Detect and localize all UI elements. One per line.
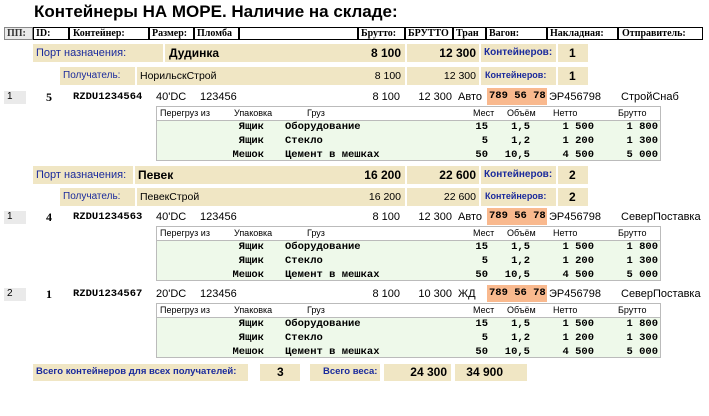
port-label-cell	[33, 166, 133, 184]
row-container[interactable]: RZDU1234564	[73, 91, 143, 103]
item-netto: 1 500	[562, 241, 594, 253]
row-pp-cell	[4, 288, 26, 301]
recipient-label: Получатель:	[63, 191, 121, 202]
item-volume: 1,2	[511, 332, 530, 344]
item-brutto: 1 300	[626, 332, 658, 344]
row-trans: Авто	[458, 211, 482, 223]
item-netto: 1 500	[562, 121, 594, 133]
item-cargo: Оборудование	[285, 121, 361, 133]
recipient-brutto: 8 100	[374, 70, 401, 82]
item-places: 5	[481, 332, 488, 344]
header-sender: Отправитель:	[622, 28, 686, 39]
item-brutto: 5 000	[626, 346, 658, 358]
port-brutto: 8 100	[370, 46, 401, 60]
header-size-cell	[149, 27, 194, 40]
item-netto: 1 200	[562, 135, 594, 147]
port-containers: 2	[569, 168, 576, 182]
port-containers-label-cell	[481, 166, 556, 184]
row-brutto2: 10 300	[418, 288, 452, 300]
header-wagon-cell	[486, 27, 547, 40]
recipient-brutto2-cell	[407, 188, 479, 206]
port-containers-cell	[558, 166, 588, 184]
item-places: 50	[475, 149, 488, 161]
row-pp: 1	[7, 211, 13, 222]
row-wagon: 789 56 78	[489, 90, 546, 102]
item-volume: 10,5	[504, 149, 530, 161]
item-places: 5	[481, 255, 488, 267]
items-header-cargo: Груз	[307, 305, 325, 315]
item-cargo: Цемент в мешках	[285, 346, 380, 358]
port-label-cell	[33, 44, 163, 62]
items-header-cargo: Груз	[307, 108, 325, 118]
item-places: 50	[475, 269, 488, 281]
row-invoice: ЭР456798	[549, 288, 601, 300]
total-containers-label: Всего контейнеров для всех получателей:	[36, 366, 237, 377]
recipient-brutto2: 22 600	[443, 191, 476, 203]
items-header	[157, 304, 660, 318]
header-brutto2-cell	[405, 27, 453, 40]
row-pp: 1	[7, 91, 13, 102]
row-sender: СтройСнаб	[621, 91, 679, 103]
total-containers-label-cell	[33, 364, 248, 381]
header-brutto: Брутто:	[361, 28, 397, 39]
items-header-cargo: Груз	[307, 228, 325, 238]
row-trans: ЖД	[458, 288, 476, 300]
item-pack: Ящик	[238, 255, 264, 267]
recipient-label: Получатель:	[63, 70, 121, 81]
items-header-volume: Объём	[507, 108, 536, 118]
header-seal: Пломба	[197, 28, 233, 39]
header-container-cell	[69, 27, 149, 40]
item-pack: Мешок	[232, 269, 264, 281]
port-brutto2: 12 300	[439, 46, 476, 60]
item-volume: 10,5	[504, 346, 530, 358]
port-containers-label: Контейнеров:	[484, 47, 553, 58]
row-brutto2: 12 300	[418, 211, 452, 223]
items-header	[157, 107, 660, 121]
item-volume: 10,5	[504, 269, 530, 281]
item-places: 50	[475, 346, 488, 358]
row-size: 40'DC	[156, 211, 187, 223]
header-invoice: Накладная:	[550, 28, 604, 39]
header-brutto2: БРУТТО	[408, 28, 449, 39]
row-container[interactable]: RZDU1234563	[73, 211, 143, 223]
recipient-containers-label-cell	[481, 188, 556, 206]
item-volume: 1,2	[511, 255, 530, 267]
row-brutto: 8 100	[372, 211, 400, 223]
row-wagon-cell	[487, 208, 547, 225]
header-id: ID:	[36, 28, 51, 39]
row-invoice: ЭР456798	[549, 211, 601, 223]
items-header-brutto: Брутто	[618, 305, 647, 315]
port-label: Порт назначения:	[36, 169, 127, 181]
row-pp: 2	[7, 288, 13, 299]
row-id: 1	[46, 287, 52, 301]
item-netto: 4 500	[562, 149, 594, 161]
item-brutto: 5 000	[626, 149, 658, 161]
item-netto: 4 500	[562, 346, 594, 358]
row-size: 40'DC	[156, 91, 187, 103]
header-pp-cell	[4, 27, 33, 40]
row-wagon: 789 56 78	[489, 210, 546, 222]
row-seal: 123456	[200, 211, 237, 223]
total-weight-brutto2-cell	[455, 364, 527, 381]
port-containers: 1	[569, 46, 576, 60]
item-brutto: 1 800	[626, 121, 658, 133]
item-netto: 1 200	[562, 332, 594, 344]
item-pack: Мешок	[232, 346, 264, 358]
recipient-containers-label: Контейнеров:	[485, 70, 547, 80]
page-title: Контейнеры НА МОРЕ. Наличие на складе:	[34, 2, 398, 21]
row-pp-cell	[4, 91, 26, 104]
row-pp-cell	[4, 211, 26, 224]
row-seal: 123456	[200, 288, 237, 300]
total-containers: 3	[277, 365, 284, 379]
port-name: Певек	[138, 168, 174, 182]
item-netto: 4 500	[562, 269, 594, 281]
item-cargo: Цемент в мешках	[285, 269, 380, 281]
items-header-places: Мест	[473, 108, 495, 118]
header-container: Контейнер:	[73, 28, 125, 39]
recipient-label-cell	[60, 188, 135, 206]
total-weight-brutto2: 34 900	[466, 365, 503, 379]
recipient-containers-cell	[558, 188, 588, 206]
item-brutto: 1 800	[626, 318, 658, 330]
port-name-cell	[165, 44, 405, 62]
item-cargo: Цемент в мешках	[285, 149, 380, 161]
port-name: Дудинка	[169, 46, 219, 60]
item-cargo: Оборудование	[285, 318, 361, 330]
port-brutto2-cell	[407, 44, 479, 62]
item-pack: Ящик	[238, 332, 264, 344]
recipient-brutto2-cell	[407, 67, 479, 85]
total-weight-brutto: 24 300	[410, 365, 447, 379]
header-sender-cell	[618, 27, 703, 40]
recipient-containers: 1	[569, 69, 576, 83]
recipient-label-cell	[60, 67, 135, 85]
item-brutto: 5 000	[626, 269, 658, 281]
port-containers-label-cell	[481, 44, 556, 62]
port-brutto2-cell	[407, 166, 479, 184]
port-label: Порт назначения:	[36, 47, 127, 59]
items-header-reload: Перегруз из	[160, 108, 210, 118]
item-cargo: Стекло	[285, 332, 323, 344]
recipient-containers: 2	[569, 190, 576, 204]
item-pack: Ящик	[238, 241, 264, 253]
item-cargo: Оборудование	[285, 241, 361, 253]
items-header-places: Мест	[473, 305, 495, 315]
header-wagon: Вагон:	[489, 28, 520, 39]
total-containers-cell	[260, 364, 300, 381]
row-id: 5	[46, 90, 52, 104]
item-cargo: Стекло	[285, 255, 323, 267]
header-size: Размер:	[152, 28, 188, 39]
total-weight-label-cell	[310, 364, 380, 381]
item-pack: Ящик	[238, 121, 264, 133]
recipient-name: ПевекСтрой	[140, 191, 200, 203]
row-id: 4	[46, 210, 52, 224]
items-header-places: Мест	[473, 228, 495, 238]
header-invoice-cell	[547, 27, 618, 40]
port-brutto: 16 200	[364, 168, 401, 182]
items-header-volume: Объём	[507, 305, 536, 315]
item-places: 15	[475, 121, 488, 133]
recipient-name: НорильскСтрой	[140, 70, 217, 82]
port-name-cell	[135, 166, 405, 184]
item-cargo: Стекло	[285, 135, 323, 147]
items-header-reload: Перегруз из	[160, 228, 210, 238]
header-id-cell	[33, 27, 69, 40]
items-header-pack: Упаковка	[234, 305, 273, 315]
row-wagon-cell	[487, 285, 547, 302]
items-header-reload: Перегруз из	[160, 305, 210, 315]
row-sender: СеверПоставка	[621, 211, 701, 223]
recipient-name-cell	[137, 188, 405, 206]
total-weight-brutto-cell	[384, 364, 451, 381]
row-seal: 123456	[200, 91, 237, 103]
item-netto: 1 500	[562, 318, 594, 330]
header-pp: ПП:	[7, 28, 26, 39]
item-places: 15	[475, 241, 488, 253]
recipient-containers-cell	[558, 67, 588, 85]
row-invoice: ЭР456798	[549, 91, 601, 103]
item-volume: 1,2	[511, 135, 530, 147]
item-brutto: 1 300	[626, 135, 658, 147]
row-brutto: 8 100	[372, 91, 400, 103]
items-header-netto: Нетто	[553, 228, 578, 238]
item-volume: 1,5	[511, 241, 530, 253]
item-volume: 1,5	[511, 121, 530, 133]
header-blank-cell	[239, 27, 358, 40]
recipient-brutto2: 12 300	[443, 70, 476, 82]
recipient-name-cell	[137, 67, 405, 85]
header-trans: Тран	[456, 28, 479, 39]
items-header-netto: Нетто	[553, 305, 578, 315]
row-trans: Авто	[458, 91, 482, 103]
row-sender: СеверПоставка	[621, 288, 701, 300]
total-weight-label: Всего веса:	[323, 366, 378, 377]
header-brutto-cell	[358, 27, 405, 40]
row-container[interactable]: RZDU1234567	[73, 288, 143, 300]
items-header-brutto: Брутто	[618, 228, 647, 238]
item-brutto: 1 800	[626, 241, 658, 253]
row-size: 20'DC	[156, 288, 187, 300]
item-pack: Ящик	[238, 318, 264, 330]
item-netto: 1 200	[562, 255, 594, 267]
item-brutto: 1 300	[626, 255, 658, 267]
row-brutto2: 12 300	[418, 91, 452, 103]
items-header-volume: Объём	[507, 228, 536, 238]
item-places: 5	[481, 135, 488, 147]
port-containers-label: Контейнеров:	[484, 169, 553, 180]
row-wagon: 789 56 78	[489, 287, 546, 299]
items-header-pack: Упаковка	[234, 108, 273, 118]
item-volume: 1,5	[511, 318, 530, 330]
port-brutto2: 22 600	[439, 168, 476, 182]
item-pack: Ящик	[238, 135, 264, 147]
row-brutto: 8 100	[372, 288, 400, 300]
item-places: 15	[475, 318, 488, 330]
items-header	[157, 227, 660, 241]
items-header-brutto: Брутто	[618, 108, 647, 118]
recipient-containers-label-cell	[481, 67, 556, 85]
header-trans-cell	[453, 27, 486, 40]
recipient-containers-label: Контейнеров:	[485, 191, 547, 201]
item-pack: Мешок	[232, 149, 264, 161]
header-seal-cell	[194, 27, 239, 40]
items-header-netto: Нетто	[553, 108, 578, 118]
port-containers-cell	[558, 44, 588, 62]
items-header-pack: Упаковка	[234, 228, 273, 238]
recipient-brutto: 16 200	[368, 191, 401, 203]
row-wagon-cell	[487, 88, 547, 105]
